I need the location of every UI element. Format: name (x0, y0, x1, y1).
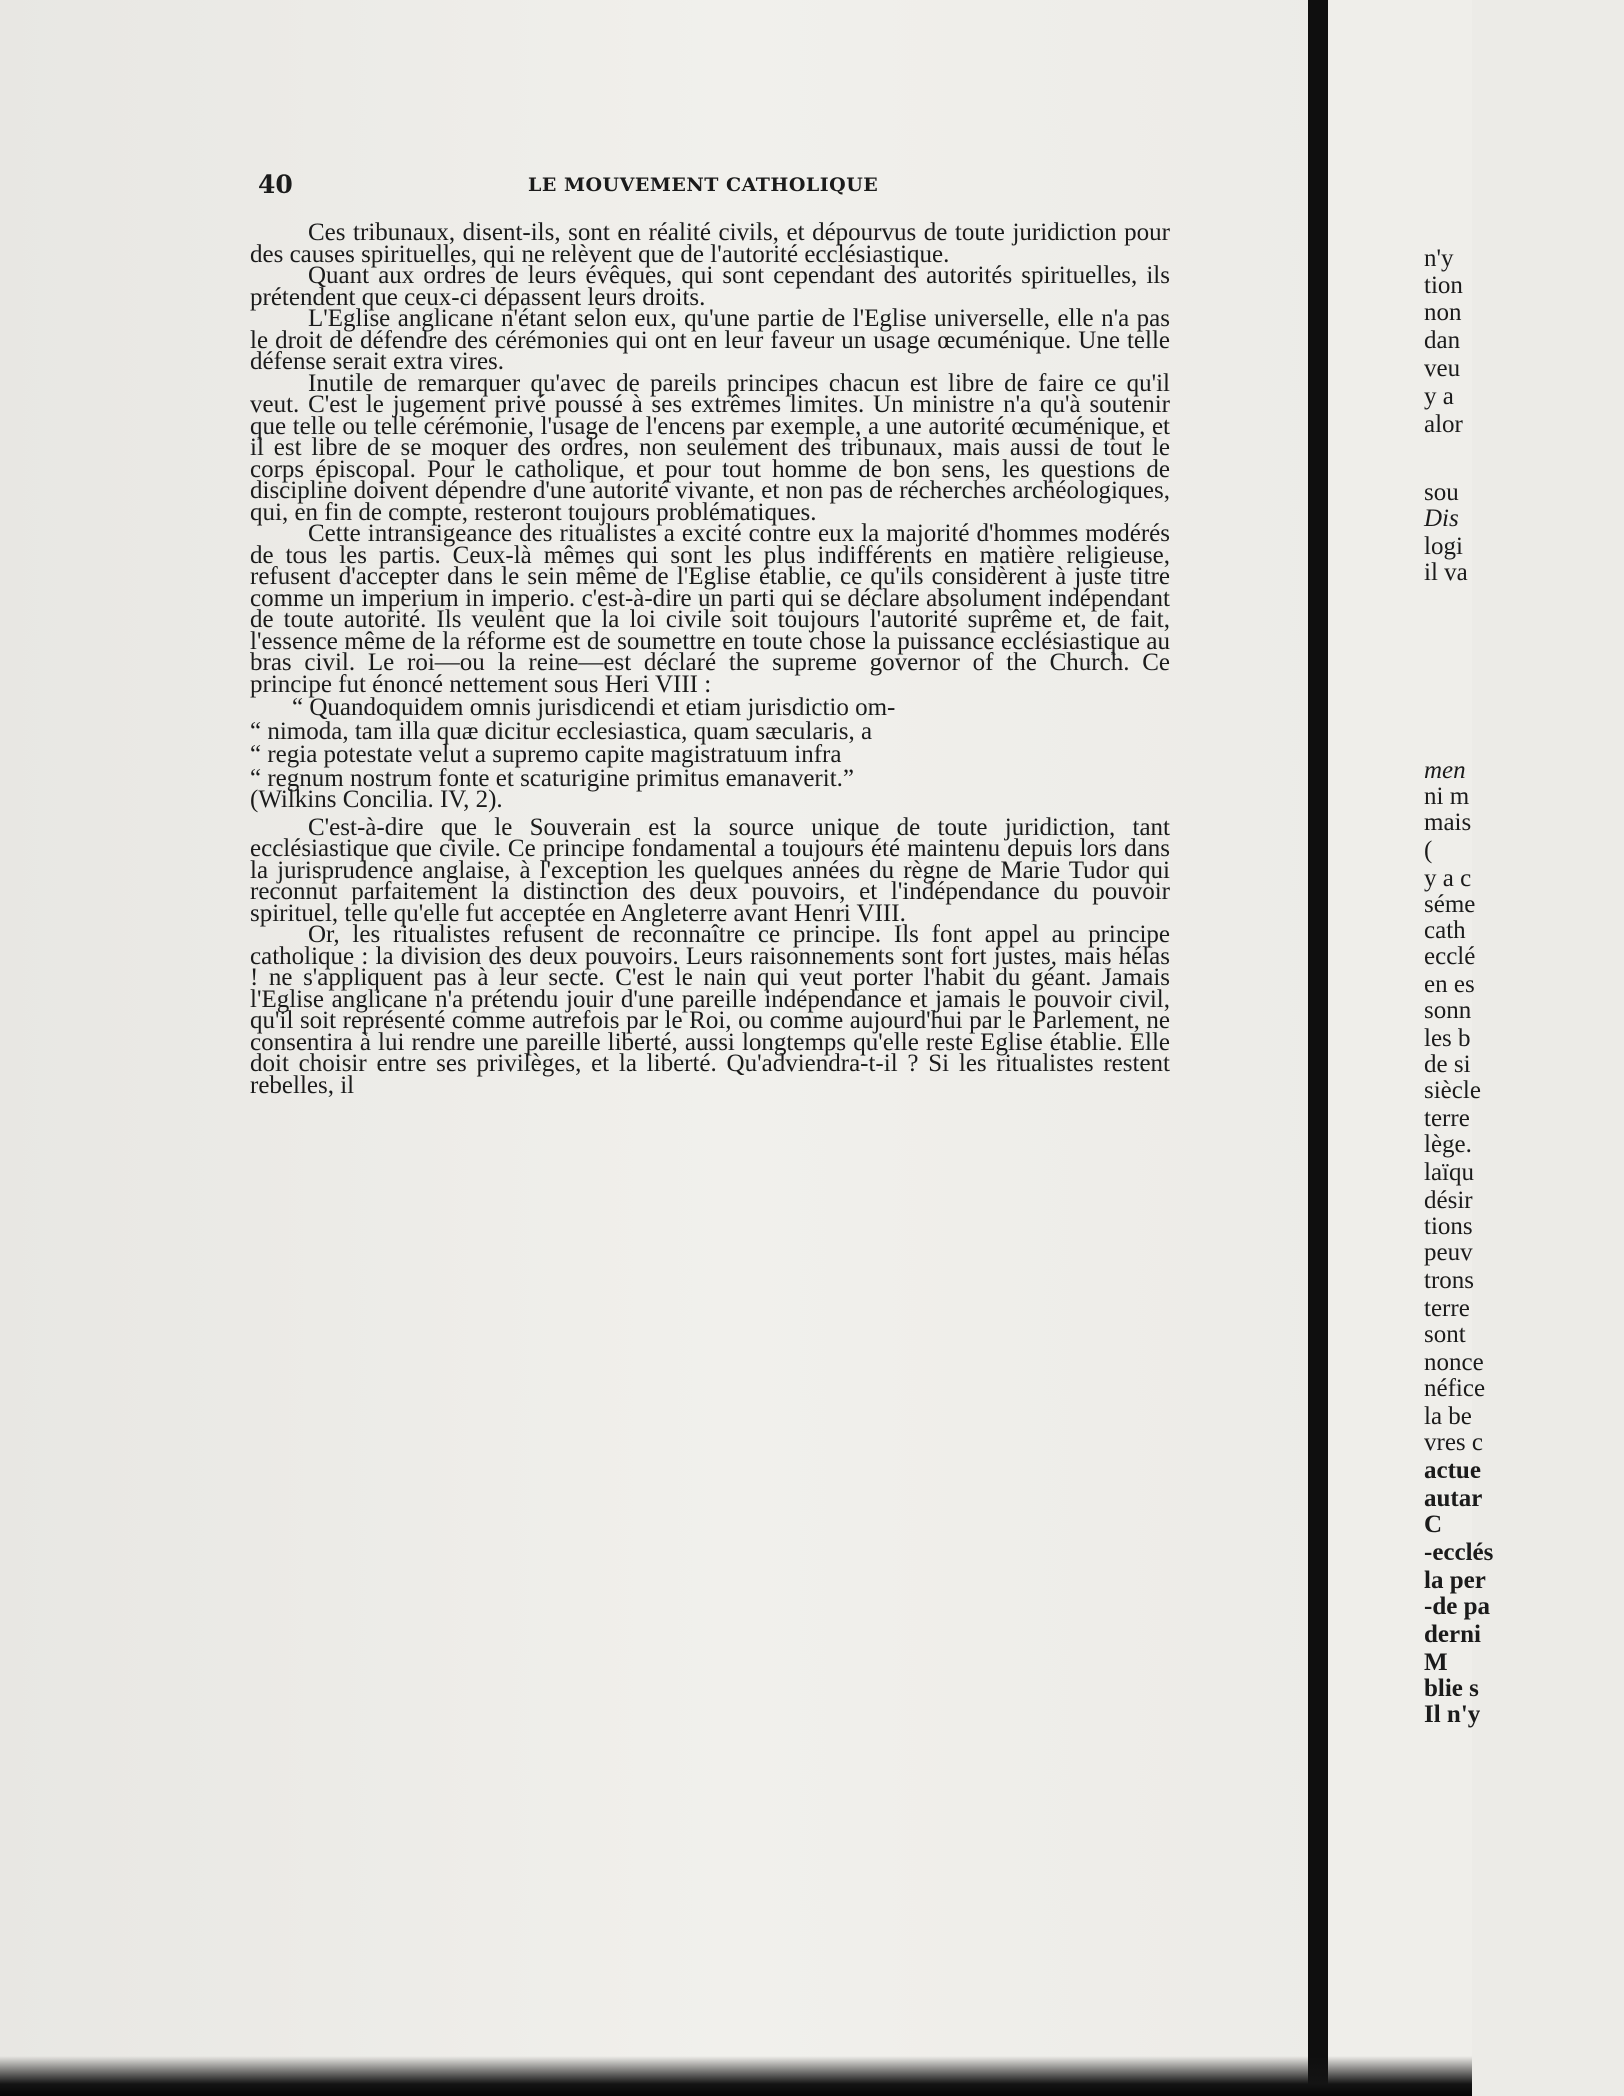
facing-page-line: il va (1424, 559, 1468, 586)
facing-page-line: alor (1424, 411, 1463, 438)
facing-page-line: trons (1424, 1267, 1474, 1294)
facing-page-line: peuv (1424, 1239, 1473, 1266)
facing-page-line: séme (1424, 891, 1476, 918)
facing-page-line: veu (1424, 355, 1461, 382)
facing-page-line: cath (1424, 917, 1466, 944)
page-header (258, 170, 1318, 204)
facing-page-line: terre (1424, 1105, 1470, 1132)
paragraph: Or, les ritualistes refusent de reconnaître ce principe. Ils font appel au principe catholique : la division des deux pouvoirs. Leurs raisonnements sont fort justes, mais hélas ! ne s'appliquent pas à leur secte. C'est le nain qui veut porter l'habit du géant. Jamais l'Eglise anglicane n'a prétendu jouir d'une pareille indépendance et jamais le pouvoir civil, qu'il soit représenté comme autrefois par le Roi, ou comme aujourd'hui par le Parlement, ne consentira à lui rendre une pareille liberté, aussi longtemps qu'elle reste Eglise établie. Elle doit choisir entre ses privilèges, et la liberté. Qu'adviendra-t-il ? Si les ritualistes restent rebelles, il (250, 921, 1170, 1099)
book-gutter (1308, 0, 1328, 2096)
facing-page-line: tions (1424, 1213, 1473, 1240)
facing-page-line: Dis (1424, 505, 1459, 532)
facing-page-line: tion (1424, 272, 1463, 299)
facing-page-line: néfice (1424, 1375, 1486, 1402)
facing-page-line: actue (1424, 1457, 1481, 1484)
paragraph: Cette intransigeance des ritualistes a excité contre eux la majorité d'hommes modérés de tous les partis. Ceux-là mêmes qui sont les plus indifférents en matière religieuse, refusent d'accepter dans le sein même de l'Eglise établie, ce qu'ils considèrent à juste titre comme un imperium in imperio. c'est-à-dire un parti qui se déclare absolument indépendant de toute autorité. Ils veulent que la loi civile soit toujours l'autorité suprême et, de fait, l'essence même de la réforme est de soumettre en toute chose la puissance ecclésiastique au bras civil. Le roi—ou la reine—est déclaré the supreme governor of the Church. Ce principe fut énoncé nettement sous Heri VIII : (250, 520, 1170, 698)
quote-line: “ nimoda, tam illa quæ dicitur ecclesiastica, quam sæcularis, a (250, 717, 873, 745)
quote-line: “ Quandoquidem omnis jurisdicendi et etiam jurisdictio om- (292, 694, 896, 721)
paragraph: Ces tribunaux, disent-ils, sont en réalité civils, et dépourvus de toute juridiction pour des causes spirituelles, qui ne relèvent que de l'autorité ecclésiastique. (250, 219, 1170, 268)
facing-page-line: sont (1424, 1321, 1466, 1348)
facing-page-line: de si (1424, 1051, 1471, 1078)
facing-page-line: n'y (1424, 245, 1454, 272)
facing-page-line: vres c (1424, 1429, 1483, 1456)
facing-page-line: M (1424, 1649, 1448, 1676)
facing-page-line: désir (1424, 1187, 1473, 1214)
running-title: LE MOUVEMENT CATHOLIQUE (528, 174, 879, 196)
facing-page-line: logi (1424, 533, 1463, 560)
facing-page-line: la per (1424, 1567, 1486, 1594)
facing-page-line: les b (1424, 1025, 1471, 1052)
facing-page-line: derni (1424, 1621, 1481, 1648)
facing-page-line: laïqu (1424, 1159, 1474, 1186)
facing-page-line: lège. (1424, 1131, 1472, 1158)
facing-page-line: blie s (1424, 1675, 1479, 1702)
facing-page-line: C (1424, 1511, 1443, 1538)
facing-page-line: nonce (1424, 1349, 1484, 1376)
facing-page-line: mais (1424, 809, 1472, 836)
facing-page-line: non (1424, 299, 1462, 326)
facing-page-line: men (1424, 757, 1466, 784)
facing-page-line: -ecclés (1424, 1539, 1494, 1566)
quote-line: “ regia potestate velut a supremo capite magistratuum infra (250, 741, 842, 768)
latin-quote (250, 694, 1170, 813)
paragraph: C'est-à-dire que le Souverain est la source unique de toute juridiction, tant ecclésiastique que civile. Ce principe fondamental a toujours été maintenu depuis lors dans la jurisprudence anglaise, à l'exception les quelques années du règne de Marie Tudor qui reconnut parfaitement la distinction des deux pouvoirs, et l'indépendance du pouvoir spirituel, telle qu'elle fut acceptée en Angleterre avant Henri VIII. (250, 813, 1170, 927)
facing-page-line: la be (1424, 1403, 1472, 1430)
facing-page-line: Il n'y (1424, 1701, 1481, 1728)
facing-page-line: dan (1424, 327, 1461, 354)
facing-page-line: -de pa (1424, 1593, 1490, 1620)
facing-page-line: autar (1424, 1485, 1483, 1512)
facing-page-line: y a (1424, 383, 1454, 410)
facing-page-line: ( (1424, 837, 1433, 864)
facing-page-line: ecclé (1424, 943, 1476, 970)
facing-page-line: sou (1424, 479, 1459, 506)
quote-reference: (Wilkins Concilia. IV, 2). (250, 786, 503, 813)
paragraph: Quant aux ordres de leurs évêques, qui sont cependant des autorités spirituelles, ils prétendent que ceux-ci dépassent leurs droits. (250, 262, 1170, 311)
page-number: 40 (258, 170, 293, 199)
main-text-column (250, 219, 1170, 1099)
facing-page-line: sonn (1424, 997, 1472, 1024)
facing-page-line: siècle (1424, 1077, 1481, 1104)
facing-page-line: terre (1424, 1295, 1470, 1322)
facing-page-line: en es (1424, 971, 1475, 998)
facing-page-line: ni m (1424, 783, 1470, 810)
paragraph: Inutile de remarquer qu'avec de pareils principes chacun est libre de faire ce qu'il veut. C'est le jugement privé poussé à ses extrêmes limites. Un ministre n'a qu'à soutenir que telle ou telle cérémonie, l'usage de l'encens par exemple, a une autorité œcuménique, et il est libre de se moquer des ordres, non seulement des tribunaux, mais aussi de tout le corps épiscopal. Pour le catholique, et pour tout homme de bon sens, les questions de discipline doivent dépendre d'une autorité vivante, et non pas de récherches archéologiques, qui, en fin de compte, resteront toujours problématiques. (250, 369, 1170, 526)
facing-page-line: y a c (1424, 865, 1472, 892)
scan-edge-shadow (0, 2056, 1472, 2096)
paragraph: L'Eglise anglicane n'étant selon eux, qu'une partie de l'Eglise universelle, elle n'a pas le droit de défendre des cérémonies qui ont en leur faveur un usage œcuménique. Une telle défense serait extra vires. (250, 305, 1170, 375)
quote-line: “ regnum nostrum fonte et scaturigine primitus emanaverit.” (250, 764, 854, 792)
